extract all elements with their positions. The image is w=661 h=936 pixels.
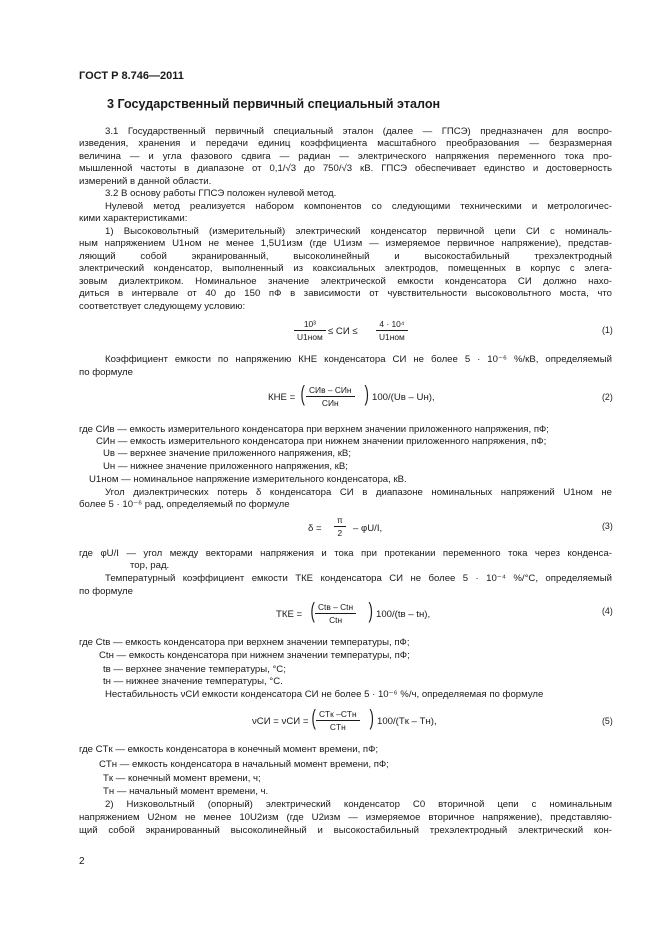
eq1-number: (1) [602,325,613,335]
eq2-rhs: 100/(Uв – Uн), [372,392,435,403]
eq2-definition: где CИв — емкость измерительного конденсатора при верхнем значении приложенного напряжения, пФ; [79,424,549,435]
item-1-line: ляющий собой экранированный, высоколинейный и высокостабильный трехэлектродный [79,251,612,262]
eq1-middle: ≤ CИ ≤ [328,326,358,337]
eq5-number: (5) [602,716,613,726]
eq5-definition: Tн — начальный момент времени, ч. [103,786,269,797]
item-1-line: диться в интервале от 40 до 150 пФ в зависимости от чувствительности высоковольтного моста, что [79,288,612,299]
para-null-method-line: кими характеристиками: [79,213,188,224]
section-title: 3 Государственный первичный специальный эталон [107,97,441,111]
eq4-numerator: Ctв – Ctн [315,602,356,614]
delta-intro-line: более 5 · 10⁻⁶ рад, определяемый по формуле [79,499,290,510]
para-3-1-line: мышленной частоты в диапазоне от 0,1/√3 до 750/√3 кВ. ГПСЭ обеспечивает единство и достоверность [79,163,612,174]
eq4-lhs: ТКЕ = [276,609,303,620]
eq4-definition: где Ctв — емкость конденсатора при верхнем значении температуры, пФ; [79,637,410,648]
item-1-line: ным напряжением U1ном не менее 1,5U1изм (где U1изм — измеряемое первичное напряжение), представ- [79,238,612,249]
eq5-rhs: 100/(Tк – Tн), [377,716,437,727]
eq3-definition: тор, рад. [130,560,170,571]
eq1-right-fraction [376,319,408,342]
eq4-fraction [315,602,356,625]
kne-intro-line: по формуле [79,367,133,378]
eq2-definition: Uн — нижнее значение приложенного напряжения, кВ; [103,461,348,472]
para-3-1-line: 3.1 Государственный первичный специальный эталон (далее — ГПСЭ) предназначен для воспро- [105,126,612,137]
eq3-number: (3) [602,521,613,531]
item-1-line: 1) Высоковольтный (измерительный) электрический конденсатор первичной цепи CИ с номиналь- [105,226,612,237]
eq2-definition: Uв — верхнее значение приложенного напряжения, кВ; [103,448,351,459]
para-3-2: 3.2 В основу работы ГПСЭ положен нулевой метод. [105,188,337,199]
eq3-fraction [334,515,346,538]
eq5-fraction [316,709,360,732]
eq5-numerator: CTк –CTн [316,709,360,721]
item-2-line: напряжением U2ном не менее 10U2изм (где U2изм — измеряемое вторичное напряжение), представляю- [79,812,612,823]
eq5-close-paren: ) [369,705,374,730]
eq1-right-denominator: U1ном [379,332,405,342]
eq4-definition: Ctн — емкость конденсатора при нижнем значении температуры, пФ; [99,650,410,661]
eq2-close-paren: ) [364,381,369,406]
item-1-line: соответствует следующему условию: [79,301,246,312]
eq3-denominator: 2 [337,528,343,538]
eq5-definition: CTн — емкость конденсатора в начальный момент времени, пФ; [99,759,389,770]
item-2-line: щий собой экранированный высоколинейный и высокостабильный трехэлектродный электрический кон- [79,825,612,836]
eq2-definition: U1ном — номинальное напряжение измерительного конденсатора, кВ. [89,474,407,485]
eq1-left-denominator: U1ном [297,332,323,342]
eq5-definition: где CTк — емкость конденсатора в конечный момент времени, пФ; [79,744,379,755]
eq4-open-paren: ( [310,598,315,623]
nu-intro: Нестабильность νCИ емкости конденсатора CИ не более 5 · 10⁻⁶ %/ч, определяемая по формуле [105,689,544,700]
eq2-open-paren: ( [300,381,305,406]
para-3-1-line: величина — и угла фазового сдвига — радиан — электрического напряжения переменного тока про- [79,151,612,162]
tke-intro-line: Температурный коэффициент емкости ТКЕ конденсатора CИ не более 5 · 10⁻⁴ %/°С, определяемый [105,573,612,584]
eq1-left-fraction [294,319,326,342]
eq3-numerator: π [334,515,346,527]
eq4-definition: tв — верхнее значение температуры, °С; [103,664,286,675]
delta-intro-line: Угол диэлектрических потерь δ конденсатора CИ в диапазоне номинальных напряжений U1ном не [105,487,612,498]
eq2-denominator: CИн [321,398,339,408]
eq5-open-paren: ( [311,705,316,730]
eq2-fraction [306,385,355,408]
eq2-lhs: КНЕ = [268,392,296,403]
eq4-close-paren: ) [368,598,373,623]
item-2-line: 2) Низковольтный (опорный) электрический конденсатор C0 вторичной цепи с номинальным [105,799,612,810]
eq3-definition: где φU/I — угол между векторами напряжения и тока при протекании переменного тока через конденса- [79,548,612,559]
kne-intro-line: Коэффициент емкости по напряжению КНЕ конденсатора CИ не более 5 · 10⁻⁶ %/кВ, определяемый [105,354,612,365]
eq4-number: (4) [602,606,613,616]
eq5-lhs: νCИ = νCИ = [252,716,309,727]
eq2-numerator: CИв – CИн [306,385,355,397]
eq1-right-numerator: 4 · 10⁴ [376,319,408,331]
document-header: ГОСТ Р 8.746—2011 [79,70,184,82]
para-3-1-line: измерений в данной области. [79,176,212,187]
para-null-method-line: Нулевой метод реализуется набором компонентов со следующими техническими и метрологичес- [105,201,612,212]
eq3-lhs: δ = [308,523,322,534]
eq4-rhs: 100/(tв – tн), [376,609,431,620]
eq3-rhs: – φU/I, [353,523,383,534]
eq2-definition: CИн — емкость измерительного конденсатора при нижнем значении приложенного напряжения, пФ; [96,436,547,447]
eq4-denominator: Ctн [329,615,343,625]
eq2-number: (2) [602,392,613,402]
eq5-denominator: CTн [329,722,346,732]
eq5-definition: Tк — конечный момент времени, ч; [103,773,261,784]
item-1-line: зовым диэлектриком. Номинальное значение электрической емкости конденсатора CИ должно нахо- [79,276,612,287]
para-3-1-line: изведения, хранения и передачи единиц коэффициента масштабного преобразования — безразмерная [79,138,612,149]
eq4-definition: tн — нижнее значение температуры, °С. [103,676,283,687]
eq1-left-numerator: 10³ [294,319,326,331]
page-number: 2 [79,856,85,867]
item-1-line: электрический конденсатор, выполненный из коаксиальных электродов, помещенных в корпус с элегa- [79,263,612,274]
tke-intro-line: по формуле [79,586,133,597]
